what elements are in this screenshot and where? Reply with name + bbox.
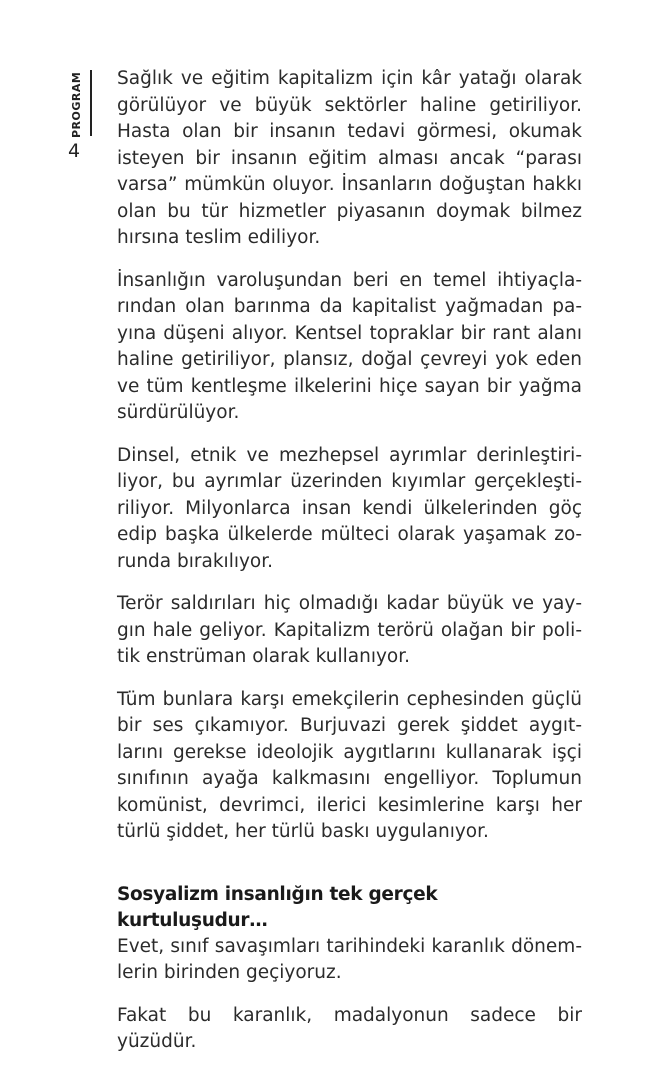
vertical-divider	[90, 70, 92, 136]
paragraph-coin-side: Fakat bu karanlık, madalyonun sadece bir yüzüdür.	[117, 1004, 582, 1052]
paragraph-terror: Terör saldırıları hiç olmadığı kadar büyük ve yaygın hale geliyor. Kapitalizm terörü olağan bir politik enstrüman olarak kullanıyor.	[117, 593, 582, 667]
paragraph-religious-ethnic: Dinsel, etnik ve mezhepsel ayrımlar derinleştiriliyor, bu ayrımlar üzerinden kıyımlar gerçekleştiriliyor. Milyonlarca insan kendi ülkelerinden göç edip başka ülkelerde mülteci olarak yaşamak zorunda bırakılıyor.	[117, 444, 582, 572]
paragraph-dark-period: Evet, sınıf savaşımları tarihindeki karanlık dönemlerin birinden geçiyoruz.	[117, 935, 582, 983]
section-label	[70, 71, 90, 138]
paragraph-housing: İnsanlığın varoluşundan beri en temel ihtiyaçlarından olan barınma da kapitalist yağmadan payına düşeni alıyor. Kentsel topraklar bir rant alanı haline getiriliyor, plansız, doğal çevreyi yok eden ve tüm kentleşme ilkelerini hiçe sayan bir yağma sürdürülüyor.	[117, 269, 582, 423]
section-heading: Sosyalizm insanlığın tek gerçek kurtuluşudur…	[117, 883, 438, 931]
section-label-text: PROGRAM	[70, 71, 83, 138]
body-text	[117, 66, 582, 1072]
paragraph-workers: Tüm bunlara karşı emekçilerin cephesinden güçlü bir ses çıkamıyor. Burjuvazi gerek şiddet aygıtlarını gerekse ideolojik aygıtlarını kullanarak işçi sınıfının ayağa kalkmasını engelliyor. Toplumun komünist, devrimci, ilerici kesimlerine karşı her türlü şiddet, her türlü baskı uygulanıyor.	[117, 688, 582, 842]
paragraph-health-education: Sağlık ve eğitim kapitalizm için kâr yatağı olarak görülüyor ve büyük sektörler haline getiriliyor. Hasta olan bir insanın tedavi görmesi, okumak isteyen bir insanın eğitim alması ancak “parası varsa” mümkün oluyor. İnsanların doğuştan hakkı olan bu tür hizmetler piyasanın doymak bilmez hırsına teslim ediliyor.	[117, 68, 582, 248]
page-number: 4	[68, 140, 81, 162]
